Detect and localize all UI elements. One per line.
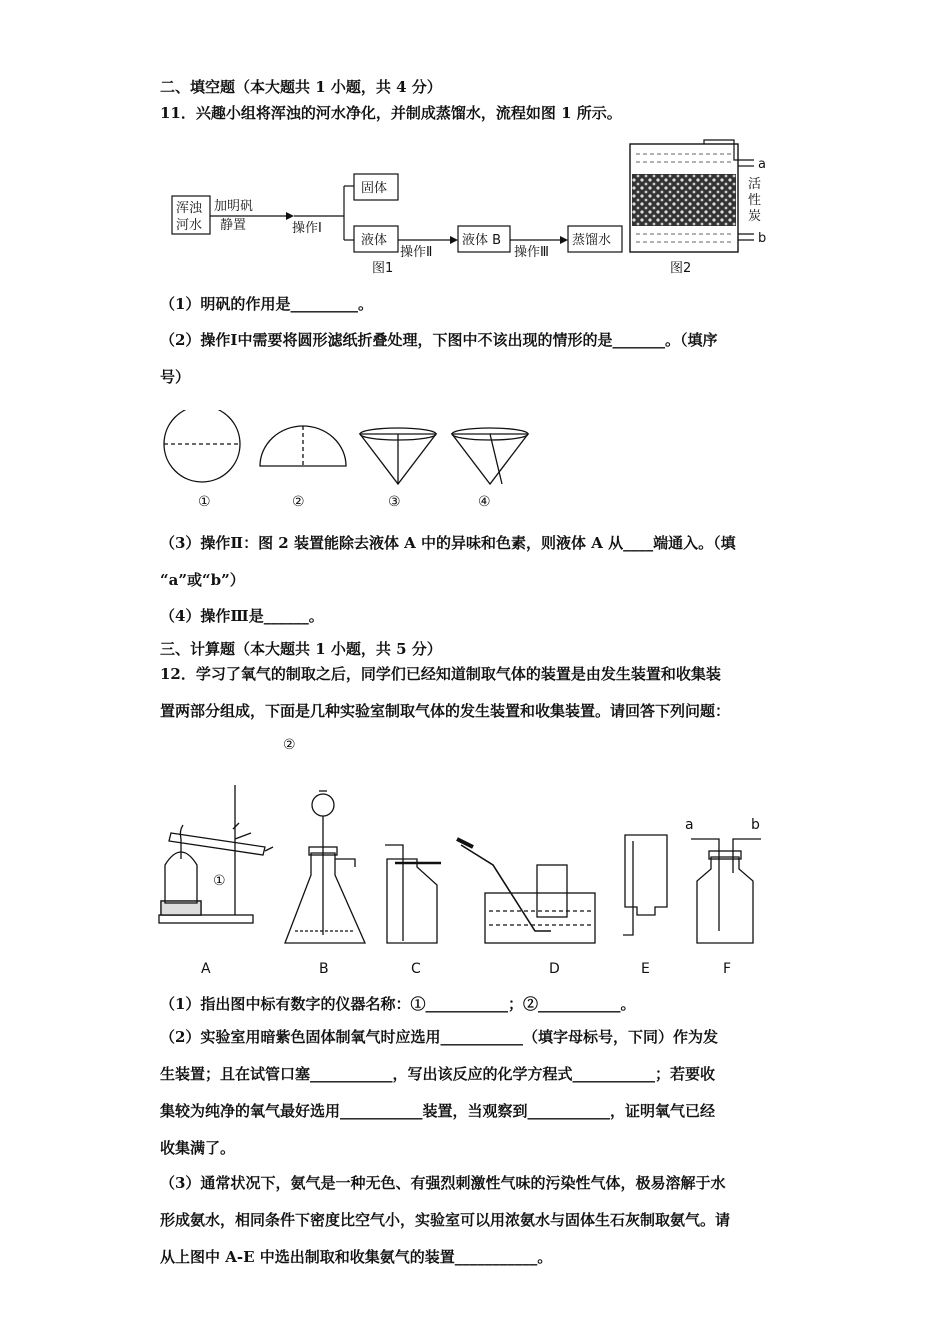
step1-text-2: 静置 bbox=[220, 218, 247, 233]
letter-f: F bbox=[723, 961, 732, 977]
letter-a: A bbox=[201, 961, 211, 977]
apparatus-e bbox=[623, 835, 667, 935]
arrow-1-head bbox=[286, 212, 294, 220]
letter-e: E bbox=[641, 961, 650, 977]
fig2-label-b: b bbox=[758, 231, 767, 246]
section2-title: 二、填空题（本大题共 1 小题，共 4 分） bbox=[160, 78, 442, 96]
solid-text: 固体 bbox=[361, 181, 388, 196]
apparatus-d bbox=[457, 839, 595, 943]
apparatus-label-2: ② bbox=[283, 737, 296, 753]
q12-part2-b: 生装置；且在试管口塞___________，写出该反应的化学方程式___________；若要收 bbox=[160, 1065, 716, 1083]
op3-text: 操作Ⅲ bbox=[514, 245, 549, 260]
letter-d: D bbox=[549, 961, 560, 977]
river-text-2: 河水 bbox=[176, 218, 203, 233]
liquid-text: 液体 bbox=[361, 233, 388, 248]
carbon-text-2: 性 bbox=[748, 193, 762, 208]
apparatus-label-a: a bbox=[685, 817, 694, 833]
apparatus-label-1: ① bbox=[213, 873, 226, 889]
apparatus-a bbox=[159, 785, 273, 923]
conical-flask bbox=[285, 853, 365, 943]
filter-paper-figures bbox=[160, 410, 560, 520]
apparatus-figure bbox=[155, 735, 785, 980]
distilled-text: 蒸馏水 bbox=[572, 233, 612, 248]
filter-label-2: ② bbox=[292, 494, 305, 510]
q11-stem: 11．兴趣小组将浑浊的河水净化，并制成蒸馏水，流程如图 1 所示。 bbox=[160, 104, 622, 122]
q11-part1: （1）明矾的作用是_________。 bbox=[160, 295, 373, 313]
step1-text-1: 加明矾 bbox=[214, 199, 254, 214]
liquid-b-text: 液体 B bbox=[462, 233, 502, 248]
figure2-carbon-filter bbox=[624, 138, 774, 280]
q11-part2-a: （2）操作Ⅰ中需要将圆形滤纸折叠处理，下图中不该出现的情形的是_______。（填序 bbox=[160, 331, 718, 349]
arrow-2-head bbox=[450, 236, 458, 244]
letter-c: C bbox=[411, 961, 421, 977]
q12-part3-c: 从上图中 A-E 中选出制取和收集氨气的装置___________。 bbox=[160, 1248, 553, 1266]
apparatus-b bbox=[285, 791, 365, 943]
fig1-caption: 图1 bbox=[372, 261, 394, 276]
filter-label-3: ③ bbox=[388, 494, 401, 510]
q12-part3-a: （3）通常状况下，氨气是一种无色、有强烈刺激性气味的污染性气体，极易溶解于水 bbox=[160, 1174, 726, 1192]
q12-part2-c: 集较为纯净的氧气最好选用___________装置，当观察到___________，证明氧气已经 bbox=[160, 1102, 716, 1120]
q12-part2-d: 收集满了。 bbox=[160, 1139, 236, 1157]
tube-a bbox=[704, 140, 754, 160]
filter-cone-4 bbox=[452, 434, 528, 484]
fig2-label-a: a bbox=[758, 157, 766, 172]
filter-label-4: ④ bbox=[478, 494, 491, 510]
letter-b: B bbox=[319, 961, 329, 977]
carbon-text-3: 炭 bbox=[748, 209, 762, 224]
q12-part2-a: （2）实验室用暗紫色固体制氧气时应选用___________（填字母标号，下同）作为发 bbox=[160, 1028, 718, 1046]
carbon-layer bbox=[632, 174, 736, 226]
q12-part3-b: 形成氨水，相同条件下密度比空气小，实验室可以用浓氨水与固体生石灰制取氨气。请 bbox=[160, 1211, 731, 1229]
fig2-caption: 图2 bbox=[670, 261, 692, 276]
apparatus-c bbox=[385, 845, 441, 943]
q12-part1: （1）指出图中标有数字的仪器名称：①___________；②___________。 bbox=[160, 995, 636, 1013]
carbon-text-1: 活 bbox=[748, 177, 762, 192]
figure1-flowchart bbox=[168, 140, 628, 280]
filter-label-1: ① bbox=[198, 494, 211, 510]
separatory-funnel bbox=[312, 794, 334, 816]
q11-part3-a: （3）操作Ⅱ：图 2 装置能除去液体 A 中的异味和色素，则液体 A 从____端通入。（填 bbox=[160, 534, 736, 552]
section3-title: 三、计算题（本大题共 1 小题，共 5 分） bbox=[160, 640, 442, 658]
apparatus-f bbox=[691, 839, 761, 943]
op2-text: 操作Ⅱ bbox=[400, 245, 433, 260]
q11-part4: （4）操作Ⅲ是______。 bbox=[160, 607, 324, 625]
q12-stem-a: 12．学习了氧气的制取之后，同学们已经知道制取气体的装置是由发生装置和收集装 bbox=[160, 665, 721, 683]
q12-stem-b: 置两部分组成，下面是几种实验室制取气体的发生装置和收集装置。请回答下列问题： bbox=[160, 702, 731, 720]
op1-text: 操作Ⅰ bbox=[292, 221, 322, 236]
apparatus-label-b: b bbox=[751, 817, 760, 833]
arrow-3-head bbox=[560, 236, 568, 244]
tube-b bbox=[738, 234, 754, 240]
q11-part3-b: “a”或“b”） bbox=[160, 571, 245, 589]
filter-circle bbox=[164, 410, 240, 482]
filter-half bbox=[260, 426, 346, 466]
q11-part2-b: 号） bbox=[160, 368, 191, 386]
river-text-1: 浑浊 bbox=[176, 201, 203, 216]
